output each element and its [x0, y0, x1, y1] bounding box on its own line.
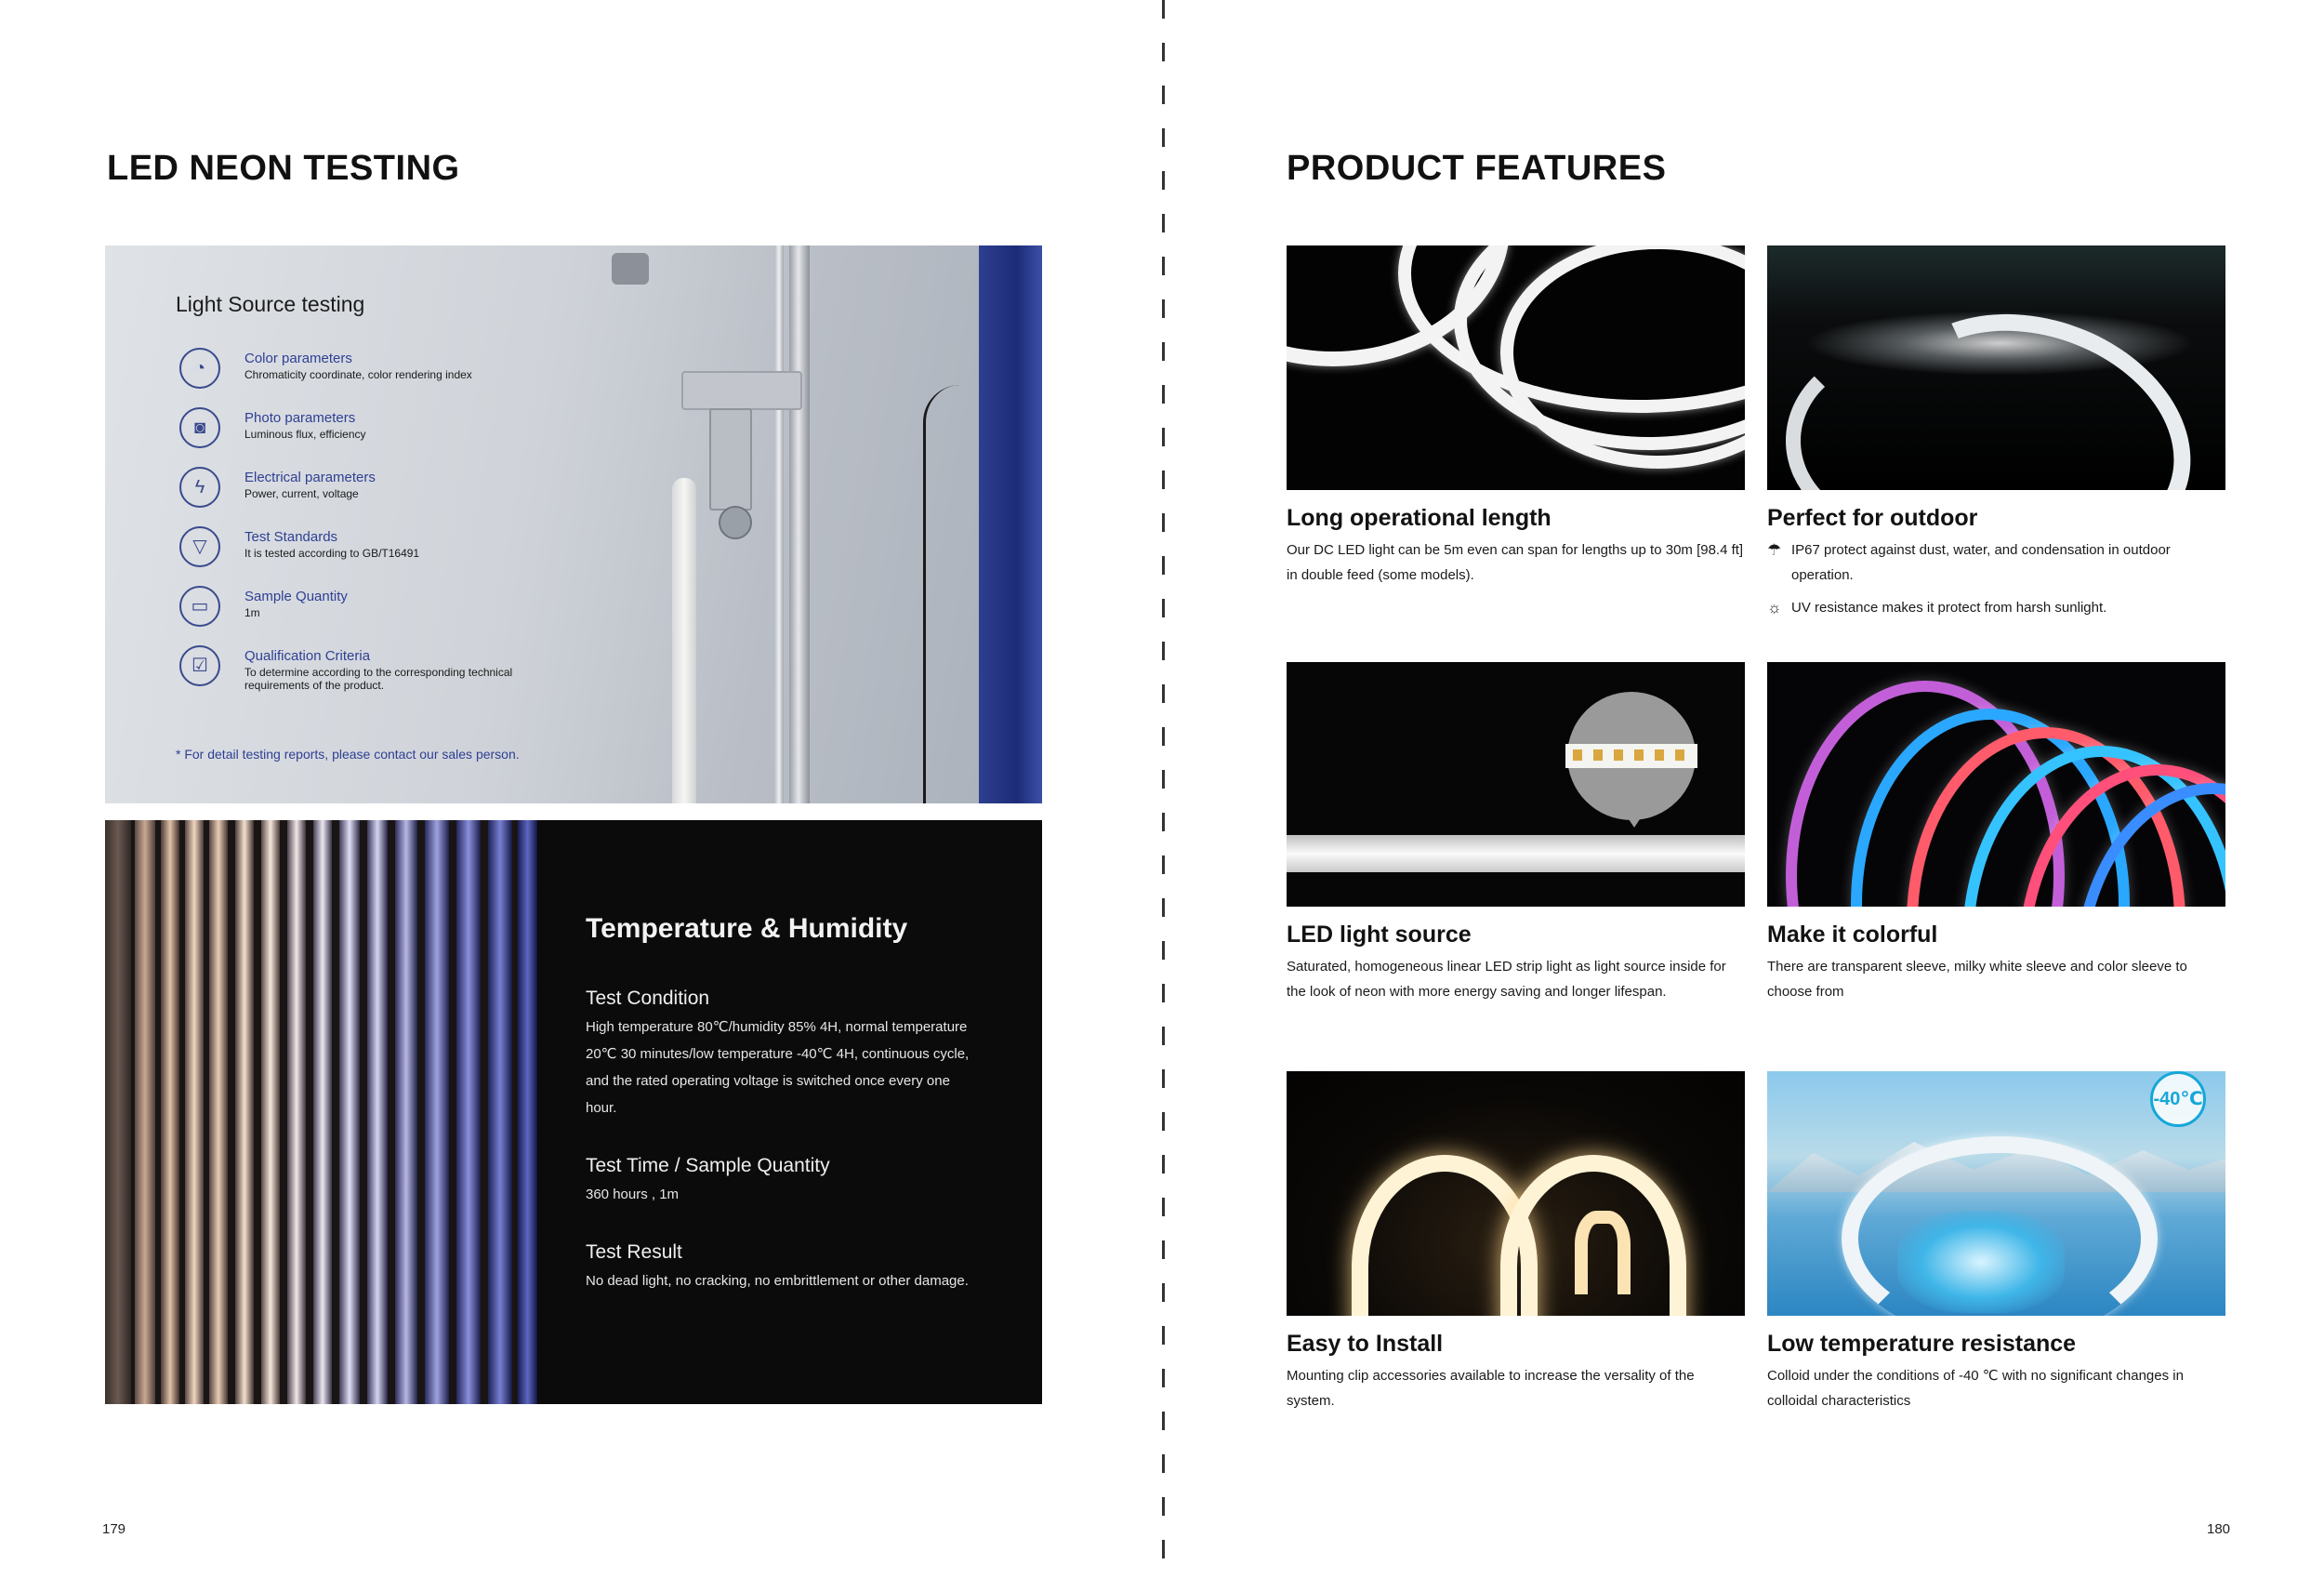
test-stand-rod [774, 245, 784, 803]
test-result-text: No dead light, no cracking, no embrittlement or other damage. [586, 1273, 969, 1289]
power-cable [923, 385, 979, 803]
item-label: Test Standards [244, 529, 338, 545]
item-label: Qualification Criteria [244, 648, 371, 664]
item-value: It is tested according to GB/T16491 [244, 547, 420, 560]
test-clamp-holder [709, 408, 752, 511]
temperature-humidity-heading: Temperature & Humidity [586, 913, 908, 944]
lightning-icon: ϟ [179, 467, 220, 508]
left-page-title: LED NEON TESTING [107, 149, 460, 188]
test-time-text: 360 hours , 1m [586, 1187, 680, 1202]
clamp-knob [719, 506, 752, 539]
test-stand-pole [789, 245, 810, 803]
item-label: Photo parameters [244, 410, 356, 426]
feature-line [1767, 537, 2225, 588]
feature-description [1767, 537, 2225, 620]
list-item [179, 407, 663, 467]
test-result-label: Test Result [586, 1241, 682, 1263]
sun-icon: ☼ [1767, 599, 1782, 617]
feature-description: Our DC LED light can be 5m even can span for lengths up to 30m [98.4 ft] in double feed (some models). [1287, 542, 1744, 583]
feature-title: Perfect for outdoor [1767, 505, 1978, 531]
minus-40-badge: -40℃ [2150, 1071, 2206, 1127]
colorful-neon-image [1767, 662, 2225, 907]
list-item [179, 645, 663, 705]
item-value: 1m [244, 606, 260, 619]
blue-cabinet [979, 245, 1042, 803]
feature-description: Mounting clip accessories available to increase the versality of the system. [1287, 1368, 1695, 1409]
water-splash-neon-image [1767, 245, 2225, 490]
item-value: Luminous flux, efficiency [244, 428, 366, 441]
feature-description: Saturated, homogeneous linear LED strip light as light source inside for the look of neon with more energy saving and longer lifespan. [1287, 959, 1726, 1000]
neon-samples-photo [105, 820, 537, 1404]
neon-sign-image [1287, 1071, 1745, 1316]
feature-title: Make it colorful [1767, 922, 1938, 948]
feature-title: Easy to Install [1287, 1331, 1444, 1357]
led-strip-image [1287, 662, 1745, 907]
item-value: To determine according to the corresponding technical requirements of the product. [244, 666, 513, 692]
test-clamp [681, 371, 802, 410]
item-label: Sample Quantity [244, 589, 348, 604]
funnel-icon: ▽ [179, 526, 220, 567]
white-neon-coil-image [1287, 245, 1745, 490]
list-item [179, 526, 663, 586]
feature-line-text: IP67 protect against dust, water, and condensation in outdoor operation. [1791, 542, 2171, 583]
umbrella-icon: ☂ [1767, 541, 1782, 559]
list-item [179, 586, 663, 645]
feature-line-text: UV resistance makes it protect from harsh sunlight. [1791, 600, 2107, 616]
item-value: Chromaticity coordinate, color rendering index [244, 368, 472, 381]
temperature-humidity-panel [105, 820, 1042, 1404]
sales-contact-note: * For detail testing reports, please contact our sales person. [176, 747, 520, 762]
item-label: Electrical parameters [244, 470, 376, 485]
feature-description: There are transparent sleeve, milky white sleeve and color sleeve to choose from [1767, 959, 2187, 1000]
checklist-icon: ☑ [179, 645, 220, 686]
page-divider [1162, 0, 1165, 1578]
feature-line [1767, 595, 2225, 620]
lamp-cap [612, 253, 649, 285]
test-time-label: Test Time / Sample Quantity [586, 1155, 830, 1176]
test-parameter-list [179, 348, 663, 705]
feature-title: Low temperature resistance [1767, 1331, 2077, 1357]
right-page-title: PRODUCT FEATURES [1287, 149, 1667, 188]
camera-icon: ◙ [179, 407, 220, 448]
test-condition-label: Test Condition [586, 988, 710, 1009]
ruler-icon: ▭ [179, 586, 220, 627]
list-item [179, 467, 663, 526]
light-source-title: Light Source testing [176, 292, 365, 316]
light-source-testing-panel [105, 245, 1042, 803]
left-page-number: 179 [102, 1521, 126, 1537]
feature-title: Long operational length [1287, 505, 1552, 531]
neon-sample [672, 478, 696, 803]
right-page-number: 180 [2207, 1521, 2231, 1537]
test-condition-text: High temperature 80℃/humidity 85% 4H, normal temperature 20℃ 30 minutes/low temperature -40℃ 4H, continuous cycle, and the rated operating voltage is switched once every one hour. [586, 1019, 970, 1116]
feature-title: LED light source [1287, 922, 1472, 948]
ice-water-neon-image [1767, 1071, 2225, 1316]
feature-description: Colloid under the conditions of -40 ℃ with no significant changes in colloidal characteristics [1767, 1368, 2184, 1409]
item-label: Color parameters [244, 351, 352, 366]
list-item [179, 348, 663, 407]
palette-icon: ◔ [179, 348, 220, 389]
item-value: Power, current, voltage [244, 487, 359, 500]
